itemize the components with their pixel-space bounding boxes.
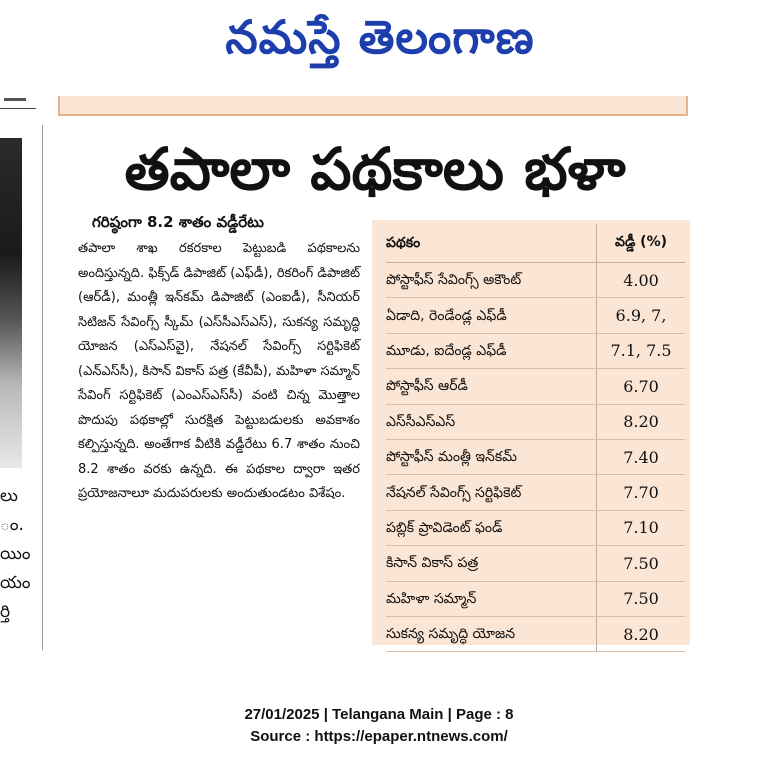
scheme-rate: 8.20	[623, 624, 659, 644]
scheme-name: మహిళా సమ్మాన్	[386, 582, 597, 616]
scheme-name: ఎస్‌సీఎస్‌ఎస్	[386, 405, 597, 439]
left-fragment: ర్తి	[0, 602, 11, 622]
scheme-rate: 8.20	[623, 412, 659, 432]
top-color-band	[58, 96, 688, 116]
table-header-row	[386, 224, 685, 263]
scheme-rate: 4.00	[623, 270, 659, 290]
left-fragment: యం	[0, 573, 31, 593]
column-divider	[42, 125, 43, 650]
table-row	[386, 440, 685, 475]
interest-rates-table	[372, 220, 690, 645]
scheme-name: సుకన్య సమృద్ధి యోజన	[386, 617, 597, 651]
footer-edition-info: 27/01/2025 | Telangana Main | Page : 8	[244, 706, 514, 723]
article-headline: తపాలా పథకాలు భళా	[124, 135, 626, 203]
table-row	[386, 405, 685, 440]
scheme-rate: 7.70	[623, 483, 659, 503]
left-column-rule	[0, 108, 36, 109]
scheme-name: పోస్టాఫీస్ సేవింగ్స్ అకౌంట్	[386, 263, 597, 297]
table-row	[386, 546, 685, 581]
table-row	[386, 617, 685, 652]
left-column-photo	[0, 138, 22, 468]
article-subhead: గరిష్ఠంగా 8.2 శాతం వడ్డీరేటు	[92, 213, 264, 231]
scheme-name: నేషనల్ సేవింగ్స్ సర్టిఫికెట్	[386, 475, 597, 509]
scheme-name: పబ్లిక్ ప్రావిడెంట్ ఫండ్	[386, 511, 597, 545]
left-fragment: ం.	[0, 515, 24, 535]
table-row	[386, 475, 685, 510]
scheme-rate: 7.50	[623, 589, 659, 609]
scheme-rate: 7.50	[623, 553, 659, 573]
table-row	[386, 582, 685, 617]
table-row	[386, 298, 685, 333]
table-row	[386, 334, 685, 369]
scheme-name: పోస్టాఫీస్ ఆర్‌డీ	[386, 369, 597, 403]
left-fragment: లు	[0, 486, 18, 506]
table-row	[386, 263, 685, 298]
scheme-name: ఏడాది, రెండేండ్ల ఎఫ్‌డీ	[386, 298, 597, 332]
scheme-rate: 6.9, 7,	[615, 306, 667, 326]
header-rate: వడ్డీ (%)	[614, 233, 667, 250]
scheme-name: పోస్టాఫీస్ మంత్లీ ఇన్‌కమ్	[386, 440, 597, 474]
scheme-rate: 7.1, 7.5	[610, 341, 672, 361]
table-row	[386, 511, 685, 546]
masthead-logo: నమస్తే తెలంగాణ	[225, 10, 535, 64]
scheme-rate: 7.10	[623, 518, 659, 538]
left-column-mark	[4, 98, 26, 101]
article-body: తపాలా శాఖ రకరకాల పెట్టుబడి పథకాలను అందిస్తున్నది. ఫిక్స్‌డ్ డిపాజిట్ (ఎఫ్‌డీ), రికరింగ్ డిపాజిట్ (ఆర్‌డీ), మంత్లీ ఇన్‌కమ్ డిపాజిట్ (ఎంఐడీ), సీనియర్ సిటిజన్ సేవింగ్స్ స్కీమ్ (ఎస్‌సీఎస్‌ఎస్), సుకన్య సమృద్ధి యోజన (ఎస్‌ఎస్‌వై), నేషనల్ సేవింగ్స్ సర్టిఫికెట్ (ఎన్‌ఎస్‌సీ), కిసాన్ వికాస్ పత్ర (కేవీపీ), మహిళా సమ్మాన్ సేవింగ్ సర్టిఫికెట్ (ఎంఎస్‌ఎస్‌సీ) వంటి చిన్న మొత్తాల పొదుపు పథకాల్లో సురక్షిత పెట్టుబడులకు అవకాశం కల్పిస్తున్నది. అంతేగాక వీటికి వడ్డీరేటు 6.7 శాతం నుంచి 8.2 శాతం వరకు ఉన్నది. ఈ పథకాల ద్వారా ఇతర ప్రయోజనాలూ మదుపరులకు అందుతుండటం విశేషం.	[78, 241, 360, 501]
table-row	[386, 369, 685, 404]
scheme-rate: 7.40	[623, 447, 659, 467]
scheme-name: మూడు, ఐదేండ్ల ఎఫ్‌డీ	[386, 334, 597, 368]
page-footer	[0, 704, 758, 748]
footer-source-link[interactable]: Source : https://epaper.ntnews.com/	[250, 728, 508, 745]
header-scheme: పథకం	[386, 224, 597, 262]
scheme-name: కిసాన్ వికాస్ పత్ర	[386, 546, 597, 580]
left-fragment: యిం	[0, 544, 31, 564]
scheme-rate: 6.70	[623, 376, 659, 396]
left-column-fragments	[0, 482, 31, 627]
